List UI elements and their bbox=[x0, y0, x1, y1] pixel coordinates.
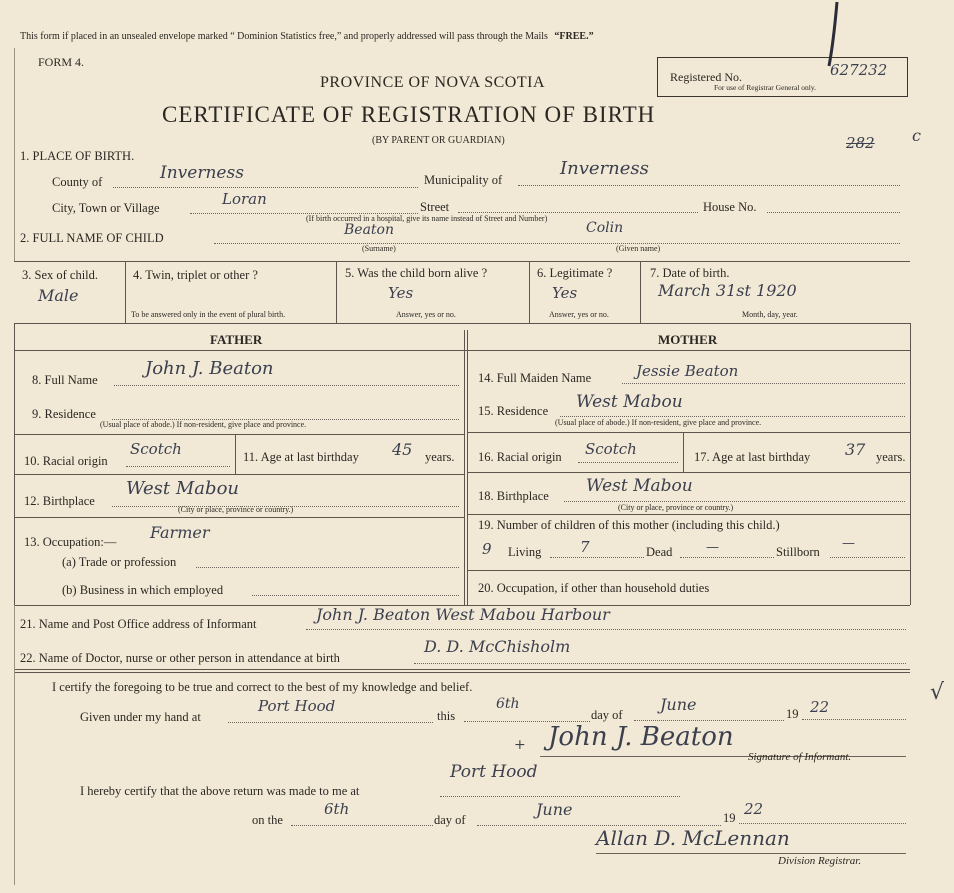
county-line bbox=[113, 187, 418, 188]
attendant-label: 22. Name of Doctor, nurse or other person in attendance at birth bbox=[20, 651, 340, 665]
father-years-label: years. bbox=[425, 450, 455, 464]
place-of-birth-label: 1. PLACE OF BIRTH. bbox=[20, 149, 135, 163]
mother-racial-label: 16. Racial origin bbox=[478, 450, 562, 464]
given-label: Given under my hand at bbox=[80, 710, 201, 724]
registrar-place-line bbox=[440, 796, 680, 797]
check-mark: √ bbox=[930, 680, 945, 705]
twin-label: 4. Twin, triplet or other ? bbox=[133, 268, 258, 282]
dead-line bbox=[680, 557, 774, 558]
mother-rule-1 bbox=[467, 432, 910, 433]
row3-divider-4 bbox=[640, 261, 641, 323]
father-racial-value: Scotch bbox=[130, 440, 182, 458]
registrar-year-prefix: 19 bbox=[723, 811, 736, 825]
hospital-note: (If birth occurred in a hospital, give its name instead of Street and Number) bbox=[306, 214, 548, 223]
living-line bbox=[550, 557, 644, 558]
certify-year-value: 22 bbox=[810, 698, 830, 716]
header-note-text: This form if placed in an unsealed envelope marked “ Dominion Statistics free,” and properly addressed will pass through the Mails bbox=[20, 31, 548, 42]
child-name-label: 2. FULL NAME OF CHILD bbox=[20, 231, 164, 245]
legitimate-value: Yes bbox=[552, 284, 578, 302]
father-name-value: John J. Beaton bbox=[145, 358, 274, 379]
father-name-label: 8. Full Name bbox=[32, 373, 98, 387]
father-occupation-value: Farmer bbox=[150, 523, 210, 542]
attendant-value: D. D. McChisholm bbox=[424, 637, 571, 656]
father-age-value: 45 bbox=[392, 440, 413, 459]
section22-rule-b bbox=[14, 672, 910, 673]
registrar-day-line bbox=[291, 825, 433, 826]
given-caption: (Given name) bbox=[616, 244, 661, 253]
sex-value: Male bbox=[38, 286, 79, 305]
stillborn-label: Stillborn bbox=[776, 545, 820, 559]
mother-occupation-label: 20. Occupation, if other than household duties bbox=[478, 581, 710, 595]
registrar-year-line bbox=[739, 823, 906, 824]
county-value: Inverness bbox=[160, 163, 244, 183]
mother-children-total: 9 bbox=[482, 540, 492, 558]
mother-birthplace-line bbox=[564, 501, 905, 502]
mother-name-line bbox=[622, 383, 905, 384]
stillborn-line bbox=[830, 557, 905, 558]
registrar-signature-label: Division Registrar. bbox=[778, 855, 862, 867]
row3-bottom-rule bbox=[14, 323, 910, 324]
date-label: 7. Date of birth. bbox=[650, 266, 730, 280]
registrar-text: I hereby certify that the above return was made to me at bbox=[80, 784, 360, 798]
registered-box bbox=[657, 57, 908, 97]
alive-value: Yes bbox=[388, 284, 414, 302]
mother-racial-line bbox=[578, 462, 678, 463]
registrar-year-value: 22 bbox=[744, 800, 764, 818]
form-left-border-lower bbox=[14, 605, 15, 885]
given-place-value: Port Hood bbox=[258, 697, 336, 715]
attendant-line bbox=[414, 663, 906, 664]
day-of-label: day of bbox=[591, 708, 623, 722]
surname-caption: (Surname) bbox=[362, 244, 396, 253]
registered-note: For use of Registrar General only. bbox=[714, 83, 816, 92]
county-label: County of bbox=[52, 175, 103, 189]
registrar-day-of-label: day of bbox=[434, 813, 466, 827]
informant-line bbox=[306, 629, 906, 630]
row3-top-rule bbox=[14, 261, 910, 262]
street-line bbox=[458, 212, 698, 213]
father-business-label: (b) Business in which employed bbox=[62, 583, 224, 597]
mother-racial-value: Scotch bbox=[585, 440, 637, 458]
mother-birthplace-label: 18. Birthplace bbox=[478, 489, 549, 503]
informant-label: 21. Name and Post Office address of Informant bbox=[20, 617, 257, 631]
living-value: 7 bbox=[580, 538, 590, 556]
father-age-divider bbox=[235, 434, 236, 474]
certify-month-value: June bbox=[660, 695, 697, 714]
alive-note: Answer, yes or no. bbox=[396, 310, 456, 319]
signature-cross-mark: + bbox=[514, 737, 526, 753]
certify-day-value: 6th bbox=[496, 696, 520, 712]
form-left-border-upper bbox=[14, 48, 15, 261]
given-place-line bbox=[228, 722, 433, 723]
father-name-line bbox=[114, 385, 459, 386]
page-title: CERTIFICATE OF REGISTRATION OF BIRTH bbox=[162, 102, 656, 127]
province-heading: PROVINCE OF NOVA SCOTIA bbox=[320, 74, 546, 91]
mother-birthplace-value: West Mabou bbox=[586, 476, 693, 496]
father-racial-label: 10. Racial origin bbox=[24, 454, 108, 468]
informant-value: John J. Beaton West Mabou Harbour bbox=[316, 605, 610, 624]
father-birthplace-note: (City or place, province or country.) bbox=[178, 505, 294, 514]
this-label: this bbox=[437, 709, 456, 723]
mother-age-value: 37 bbox=[845, 440, 866, 459]
city-value: Loran bbox=[222, 190, 267, 208]
pen-stroke-mark bbox=[815, 0, 845, 70]
father-rule-1 bbox=[14, 434, 464, 435]
year-line bbox=[802, 719, 906, 720]
informant-signature: John J. Beaton bbox=[548, 722, 734, 752]
mother-residence-line bbox=[560, 416, 905, 417]
section22-rule-a bbox=[14, 669, 910, 670]
municipality-value: Inverness bbox=[560, 158, 649, 179]
mother-rule-2 bbox=[467, 472, 910, 473]
living-label: Living bbox=[508, 545, 542, 559]
municipality-label: Municipality of bbox=[424, 173, 503, 187]
parents-divider-b bbox=[467, 330, 468, 605]
father-trade-line bbox=[196, 567, 459, 568]
page-subtitle: (BY PARENT OR GUARDIAN) bbox=[372, 135, 505, 146]
father-birthplace-label: 12. Birthplace bbox=[24, 494, 95, 508]
municipality-line bbox=[518, 185, 900, 186]
street-label: Street bbox=[420, 200, 450, 214]
free-label: “FREE.” bbox=[554, 31, 594, 42]
father-business-line bbox=[252, 595, 459, 596]
registrar-signature-line bbox=[596, 853, 906, 854]
row3-divider-2 bbox=[336, 261, 337, 323]
mother-rule-4 bbox=[467, 570, 910, 571]
month-line bbox=[634, 720, 784, 721]
twin-note: To be answered only in the event of plural birth. bbox=[131, 310, 286, 319]
father-rule-3 bbox=[14, 517, 464, 518]
registrar-day-value: 6th bbox=[324, 800, 350, 818]
child-name-line bbox=[214, 243, 900, 244]
date-value: March 31st 1920 bbox=[658, 281, 797, 300]
dead-label: Dead bbox=[646, 545, 673, 559]
legitimate-note: Answer, yes or no. bbox=[549, 310, 609, 319]
mother-rule-3 bbox=[467, 514, 910, 515]
house-label: House No. bbox=[703, 200, 757, 214]
house-line bbox=[767, 212, 900, 213]
mother-age-divider bbox=[683, 432, 684, 472]
registered-label: Registered No. bbox=[670, 70, 742, 84]
father-residence-label: 9. Residence bbox=[32, 407, 96, 421]
father-trade-label: (a) Trade or profession bbox=[62, 555, 177, 569]
mother-residence-label: 15. Residence bbox=[478, 404, 549, 418]
header-note bbox=[20, 31, 594, 42]
date-note: Month, day, year. bbox=[742, 310, 798, 319]
mother-children-label: 19. Number of children of this mother (including this child.) bbox=[478, 518, 780, 532]
mother-birthplace-note: (City or place, province or country.) bbox=[618, 503, 734, 512]
row3-divider-3 bbox=[529, 261, 530, 323]
parents-divider-a bbox=[464, 330, 465, 605]
row3-divider-1 bbox=[125, 261, 126, 323]
form-number: FORM 4. bbox=[38, 55, 85, 69]
mother-age-label: 17. Age at last birthday bbox=[694, 450, 811, 464]
child-given-name: Colin bbox=[586, 220, 624, 236]
corner-letter: c bbox=[912, 126, 921, 145]
registrar-signature: Allan D. McLennan bbox=[596, 826, 790, 850]
father-residence-note: (Usual place of abode.) If non-resident, give place and province. bbox=[100, 420, 307, 429]
mother-name-label: 14. Full Maiden Name bbox=[478, 371, 592, 385]
registrar-month-value: June bbox=[536, 800, 573, 819]
alive-label: 5. Was the child born alive ? bbox=[345, 266, 488, 280]
registrar-place-value: Port Hood bbox=[450, 762, 538, 782]
child-surname: Beaton bbox=[344, 222, 394, 238]
parents-right-rule bbox=[910, 323, 911, 605]
parents-heading-rule bbox=[14, 350, 910, 351]
dead-value: — bbox=[706, 540, 719, 555]
year-prefix: 19 bbox=[786, 707, 799, 721]
mother-residence-value: West Mabou bbox=[576, 392, 683, 412]
father-racial-line bbox=[126, 466, 230, 467]
stillborn-value: — bbox=[842, 536, 855, 551]
mother-residence-note: (Usual place of abode.) If non-resident, give place and province. bbox=[555, 418, 762, 427]
parents-left-rule bbox=[14, 323, 15, 605]
signature-label: Signature of Informant. bbox=[748, 751, 852, 763]
mother-years-label: years. bbox=[876, 450, 906, 464]
corner-mark: 282 bbox=[846, 134, 875, 152]
father-rule-2 bbox=[14, 474, 464, 475]
city-label: City, Town or Village bbox=[52, 201, 160, 215]
mother-heading: MOTHER bbox=[658, 332, 718, 347]
registered-number: 627232 bbox=[830, 61, 888, 79]
father-birthplace-value: West Mabou bbox=[126, 478, 239, 499]
sex-label: 3. Sex of child. bbox=[22, 268, 99, 282]
father-occupation-label: 13. Occupation:— bbox=[24, 535, 117, 549]
mother-name-value: Jessie Beaton bbox=[636, 362, 739, 380]
father-heading: FATHER bbox=[210, 332, 263, 347]
legitimate-label: 6. Legitimate ? bbox=[537, 266, 613, 280]
on-the-label: on the bbox=[252, 813, 283, 827]
father-age-label: 11. Age at last birthday bbox=[243, 450, 359, 464]
certify-text: I certify the foregoing to be true and correct to the best of my knowledge and belief. bbox=[52, 680, 473, 694]
